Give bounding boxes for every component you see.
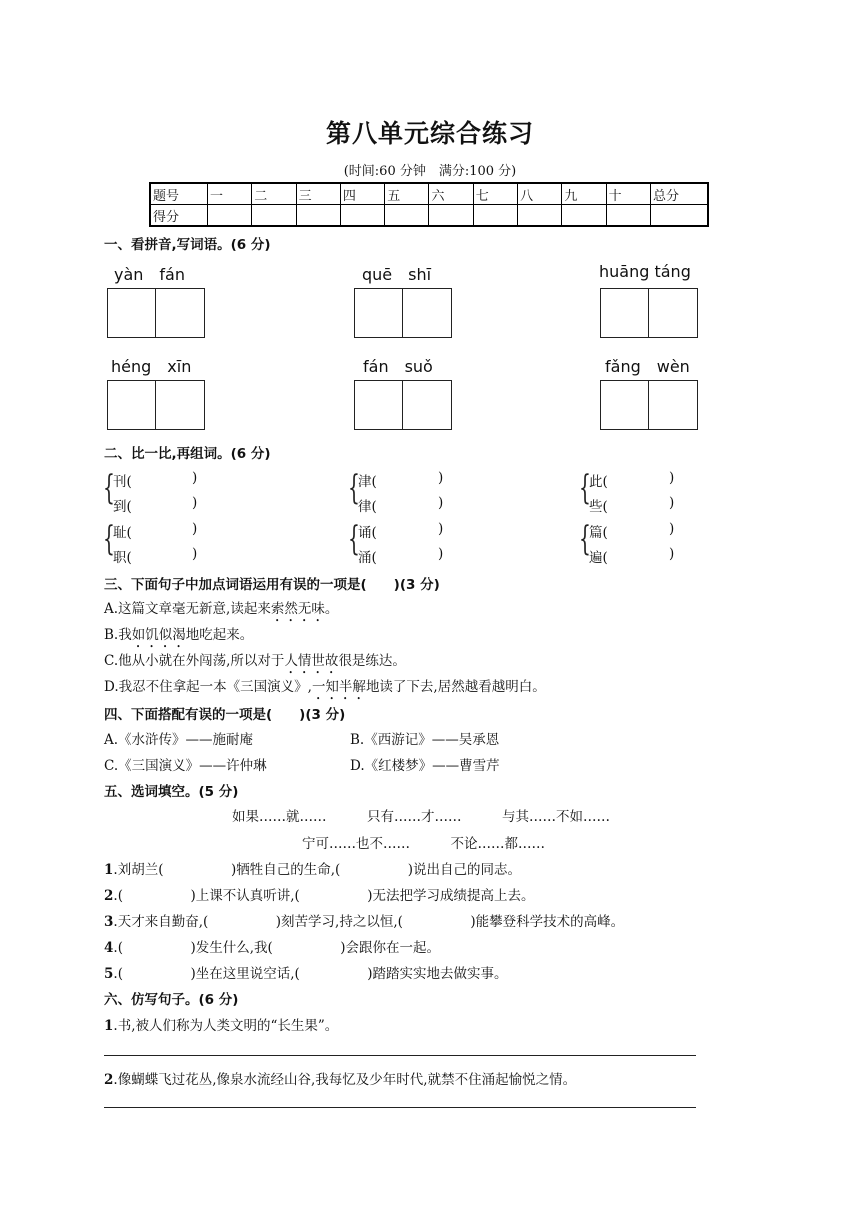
table-cell: 七 <box>473 183 517 205</box>
fill-question: 5.( )坐在这里说空话,( )踏踏实实地去做实事。 <box>104 966 508 982</box>
score-table <box>149 182 709 227</box>
word-pair-item: 此( <box>589 474 608 490</box>
table-cell: 题号 <box>150 183 208 205</box>
score-input-cell[interactable] <box>296 205 340 227</box>
writing-grid[interactable] <box>354 288 452 338</box>
brace: { <box>103 468 115 508</box>
table-cell: 八 <box>518 183 562 205</box>
score-input-cell[interactable] <box>208 205 252 227</box>
close-paren: ) <box>438 470 444 486</box>
score-input-cell[interactable] <box>429 205 473 227</box>
close-paren: ) <box>192 470 198 486</box>
section-5-heading: 五、选词填空。(5 分) <box>104 784 239 800</box>
close-paren: ) <box>192 546 198 562</box>
brace: { <box>579 519 591 559</box>
word-pair-item: 到( <box>113 499 132 515</box>
pinyin-label: fán suǒ <box>363 357 433 376</box>
close-paren: ) <box>438 521 444 537</box>
imitation-question: 2.像蝴蝶飞过花丛,像泉水流经山谷,我每忆及少年时代,就禁不住涌起愉悦之情。 <box>104 1072 577 1088</box>
score-input-cell[interactable] <box>252 205 296 227</box>
word-bank-row: 宁可……也不…… 不论……都…… <box>302 836 545 852</box>
brace: { <box>348 468 360 508</box>
close-paren: ) <box>438 495 444 511</box>
option-d: D.《红楼梦》——曹雪芹 <box>350 758 500 774</box>
word-pair-item: 津( <box>358 474 377 490</box>
fill-question: 1.刘胡兰( )牺牲自己的生命,( )说出自己的同志。 <box>104 862 522 878</box>
option-b: B.《西游记》——吴承恩 <box>350 732 500 748</box>
answer-line[interactable] <box>104 1055 696 1056</box>
writing-grid[interactable] <box>354 380 452 430</box>
word-pair-item: 刊( <box>113 474 132 490</box>
table-cell: 一 <box>208 183 252 205</box>
close-paren: ) <box>669 521 675 537</box>
writing-grid[interactable] <box>600 288 698 338</box>
table-cell: 十 <box>606 183 650 205</box>
pinyin-label: huāng táng <box>599 262 691 281</box>
close-paren: ) <box>669 495 675 511</box>
exam-info: (时间:60 分钟 满分:100 分) <box>343 164 517 179</box>
score-input-cell[interactable] <box>518 205 562 227</box>
pinyin-label: héng xīn <box>111 357 192 376</box>
writing-grid[interactable] <box>107 380 205 430</box>
table-cell: 二 <box>252 183 296 205</box>
word-pair-item: 职( <box>113 550 132 566</box>
score-input-cell[interactable] <box>651 205 709 227</box>
brace: { <box>579 468 591 508</box>
score-input-cell[interactable] <box>340 205 384 227</box>
word-pair-item: 诵( <box>358 525 377 541</box>
section-3-heading: 三、下面句子中加点词语运用有误的一项是( )(3 分) <box>104 577 440 593</box>
word-bank-row: 如果……就…… 只有……才…… 与其……不如…… <box>232 809 610 825</box>
section-6-heading: 六、仿写句子。(6 分) <box>104 992 239 1008</box>
answer-line[interactable] <box>104 1107 696 1108</box>
fill-question: 4.( )发生什么,我( )会跟你在一起。 <box>104 940 441 956</box>
brace: { <box>348 519 360 559</box>
word-pair-item: 律( <box>358 499 377 515</box>
close-paren: ) <box>192 521 198 537</box>
table-cell: 四 <box>340 183 384 205</box>
close-paren: ) <box>669 470 675 486</box>
section-4-heading: 四、下面搭配有误的一项是( )(3 分) <box>104 707 346 723</box>
writing-grid[interactable] <box>600 380 698 430</box>
pinyin-label: fǎng wèn <box>605 357 690 376</box>
option-a: A.这篇文章毫无新意,读起来索然无味。 <box>104 601 339 617</box>
section-2-heading: 二、比一比,再组词。(6 分) <box>104 446 271 462</box>
word-pair-item: 些( <box>589 499 608 515</box>
close-paren: ) <box>438 546 444 562</box>
table-cell: 六 <box>429 183 473 205</box>
section-1-heading: 一、看拼音,写词语。(6 分) <box>104 237 271 253</box>
fill-question: 2.( )上课不认真听讲,( )无法把学习成绩提高上去。 <box>104 888 535 904</box>
imitation-question: 1.书,被人们称为人类文明的“长生果”。 <box>104 1018 339 1034</box>
option-c: C.他从小就在外闯荡,所以对于人情世故很是练达。 <box>104 653 406 669</box>
page-title: 第八单元综合练习 <box>325 119 534 148</box>
score-table-score-row <box>150 205 708 227</box>
table-cell: 总分 <box>651 183 709 205</box>
option-a: A.《水浒传》——施耐庵 <box>104 732 254 748</box>
word-pair-item: 耻( <box>113 525 132 541</box>
brace: { <box>103 519 115 559</box>
word-pair-item: 遍( <box>589 550 608 566</box>
score-input-cell[interactable] <box>473 205 517 227</box>
close-paren: ) <box>192 495 198 511</box>
word-pair-item: 篇( <box>589 525 608 541</box>
pinyin-label: yàn fán <box>114 265 185 284</box>
table-cell: 九 <box>562 183 606 205</box>
close-paren: ) <box>669 546 675 562</box>
option-d: D.我忍不住拿起一本《三国演义》,一知半解地读了下去,居然越看越明白。 <box>104 679 546 695</box>
word-pair-item: 涌( <box>358 550 377 566</box>
score-input-cell[interactable] <box>562 205 606 227</box>
score-input-cell[interactable] <box>606 205 650 227</box>
table-cell: 三 <box>296 183 340 205</box>
fill-question: 3.天才来自勤奋,( )刻苦学习,持之以恒,( )能攀登科学技术的高峰。 <box>104 914 625 930</box>
score-input-cell[interactable] <box>385 205 429 227</box>
pinyin-label: quē shī <box>362 265 432 284</box>
table-cell: 五 <box>385 183 429 205</box>
score-table-header-row <box>150 183 708 205</box>
option-c: C.《三国演义》——许仲琳 <box>104 758 267 774</box>
option-b: B.我如饥似渴地吃起来。 <box>104 627 254 643</box>
table-cell: 得分 <box>150 205 208 227</box>
writing-grid[interactable] <box>107 288 205 338</box>
